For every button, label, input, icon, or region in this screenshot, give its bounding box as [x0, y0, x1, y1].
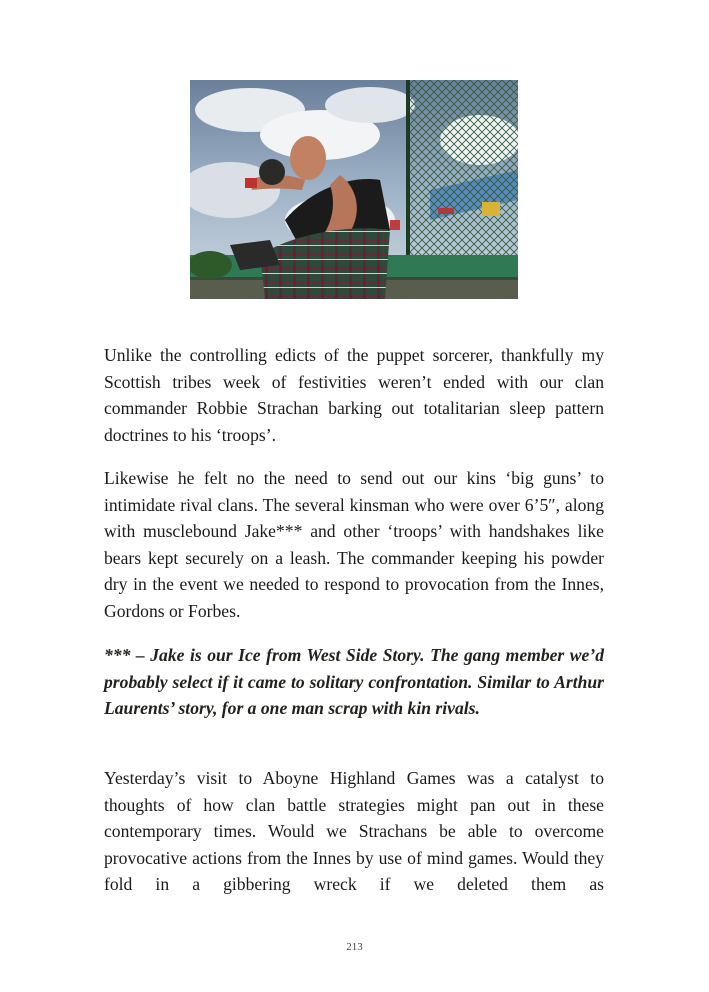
- page-number: 213: [346, 941, 363, 953]
- paragraph-1: Unlike the controlling edicts of the puppet sorcerer, thankfully my Scottish tribes week of festivities weren’t ended with our clan commander Robbie Strachan barking out totalitarian sleep pattern doctrines to his ‘troops’.: [104, 345, 604, 445]
- highland-games-photo-icon: [190, 80, 518, 299]
- paragraph-4: Yesterday’s visit to Aboyne Highland Games was a catalyst to thoughts of how clan battle strategies might pan out in these contemporary times. Would we Strachans be able to overcome provocative actions from the Innes by use of mind games. Would they fold in a gibbering wreck if we deleted them as: [104, 768, 604, 895]
- highland-games-photo: [190, 80, 518, 299]
- paragraph-2: Likewise he felt no the need to send out our kins ‘big guns’ to intimidate rival clans. The several kinsman who were over 6’5″, along with musclebound Jake*** and other ‘troops’ with handshakes like bears kept securely on a leash. The commander keeping his powder dry in the event we needed to respond to provocation from the Innes, Gordons or Forbes.: [104, 468, 604, 621]
- footnote-paragraph: *** – Jake is our Ice from West Side Story. The gang member we’d probably select if it came to solitary confrontation. Similar to Arthur Laurents’ story, for a one man scrap with kin rivals.: [104, 645, 604, 719]
